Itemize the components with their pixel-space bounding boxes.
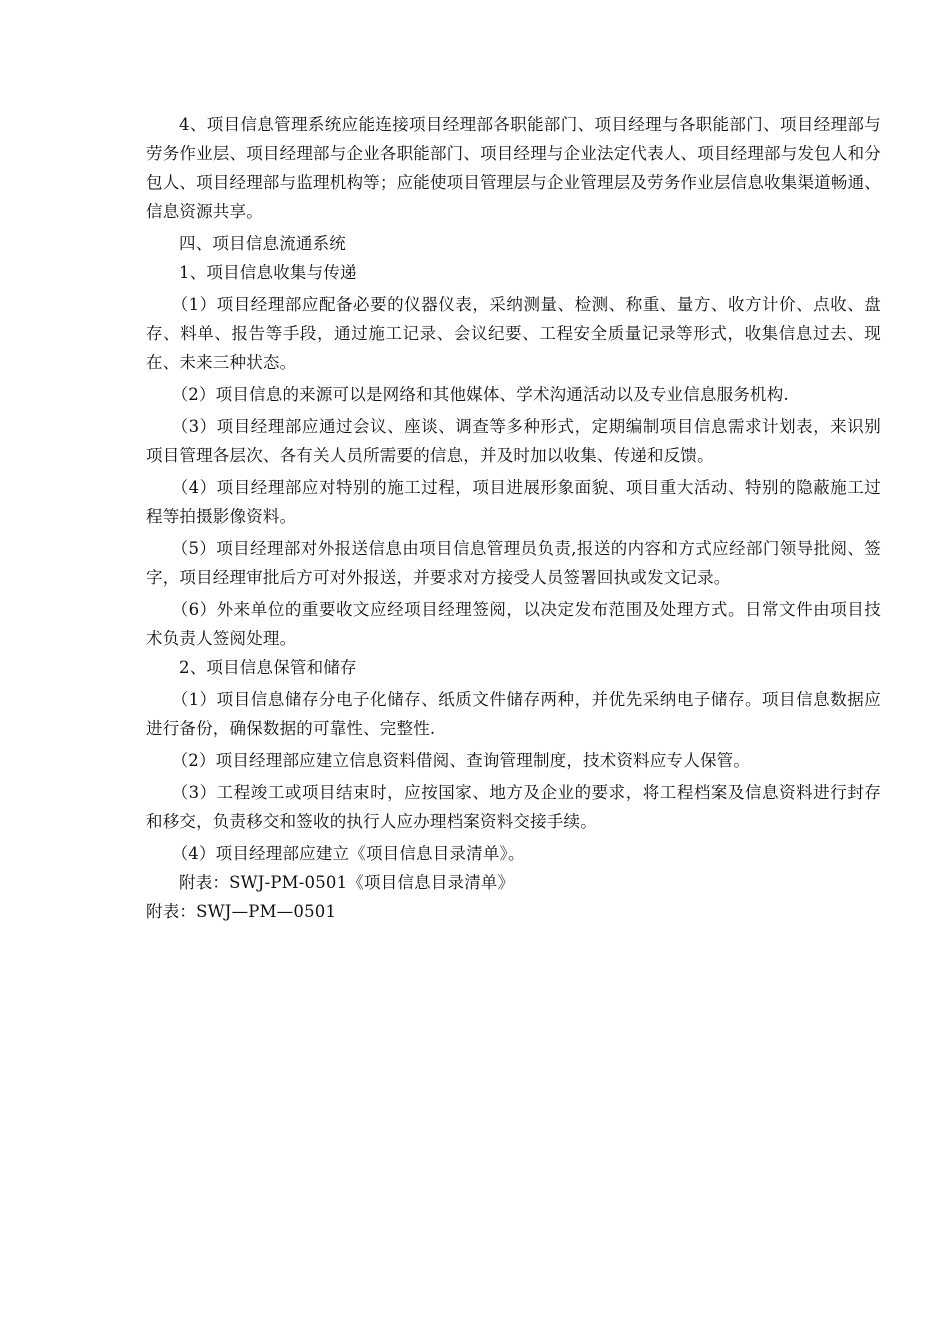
document-page: [146, 110, 881, 926]
paragraph-item-2: （2）项目信息的来源可以是网络和其他媒体、学术沟通活动以及专业信息服务机构.: [171, 385, 789, 404]
paragraph-item-3: （3）项目经理部应通过会议、座谈、调查等多种形式，定期编制项目信息需求计划表，来识别项目管理各层次、各有关人员所需要的信息，并及时加以收集、传递和反馈。: [146, 417, 881, 465]
paragraph-item-4: （4）项目经理部应对特别的施工过程，项目进展形象面貌、项目重大活动、特别的隐蔽施工过程等拍摄影像资料。: [146, 478, 881, 526]
attachment-label: 附表：SWJ—PM—0501: [146, 902, 337, 921]
subsection-heading-collection: 1、项目信息收集与传递: [179, 263, 357, 282]
attachment-reference: 附表：SWJ-PM-0501《项目信息目录清单》: [179, 873, 515, 892]
paragraph-storage-3: （3）工程竣工或项目结束时，应按国家、地方及企业的要求，将工程档案及信息资料进行封存和移交，负责移交和签收的执行人应办理档案资料交接手续。: [146, 783, 881, 831]
section-heading-info-flow: 四、项目信息流通系统: [179, 234, 346, 253]
paragraph-system-connection: 4、项目信息管理系统应能连接项目经理部各职能部门、项目经理与各职能部门、项目经理部与劳务作业层、项目经理部与企业各职能部门、项目经理与企业法定代表人、项目经理部与发包人和分包人、项目经理部与监理机构等；应能使项目管理层与企业管理层及劳务作业层信息收集渠道畅通、信息资源共享。: [146, 115, 881, 221]
paragraph-storage-2: （2）项目经理部应建立信息资料借阅、查询管理制度，技术资料应专人保管。: [171, 751, 751, 770]
paragraph-item-6: （6）外来单位的重要收文应经项目经理签阅，以决定发布范围及处理方式。日常文件由项目技术负责人签阅处理。: [146, 600, 881, 648]
paragraph-storage-1: （1）项目信息储存分电子化储存、纸质文件储存两种，并优先采纳电子储存。项目信息数据应进行备份，确保数据的可靠性、完整性.: [146, 690, 881, 738]
subsection-heading-storage: 2、项目信息保管和储存: [179, 658, 357, 677]
paragraph-item-5: （5）项目经理部对外报送信息由项目信息管理员负责,报送的内容和方式应经部门领导批阅、签字，项目经理审批后方可对外报送，并要求对方接受人员签署回执或发文记录。: [146, 539, 881, 587]
paragraph-storage-4: （4）项目经理部应建立《项目信息目录清单》。: [171, 844, 525, 863]
paragraph-item-1: （1）项目经理部应配备必要的仪器仪表，采纳测量、检测、称重、量方、收方计价、点收、盘存、料单、报告等手段，通过施工记录、会议纪要、工程安全质量记录等形式，收集信息过去、现在、未来三种状态。: [146, 295, 881, 372]
